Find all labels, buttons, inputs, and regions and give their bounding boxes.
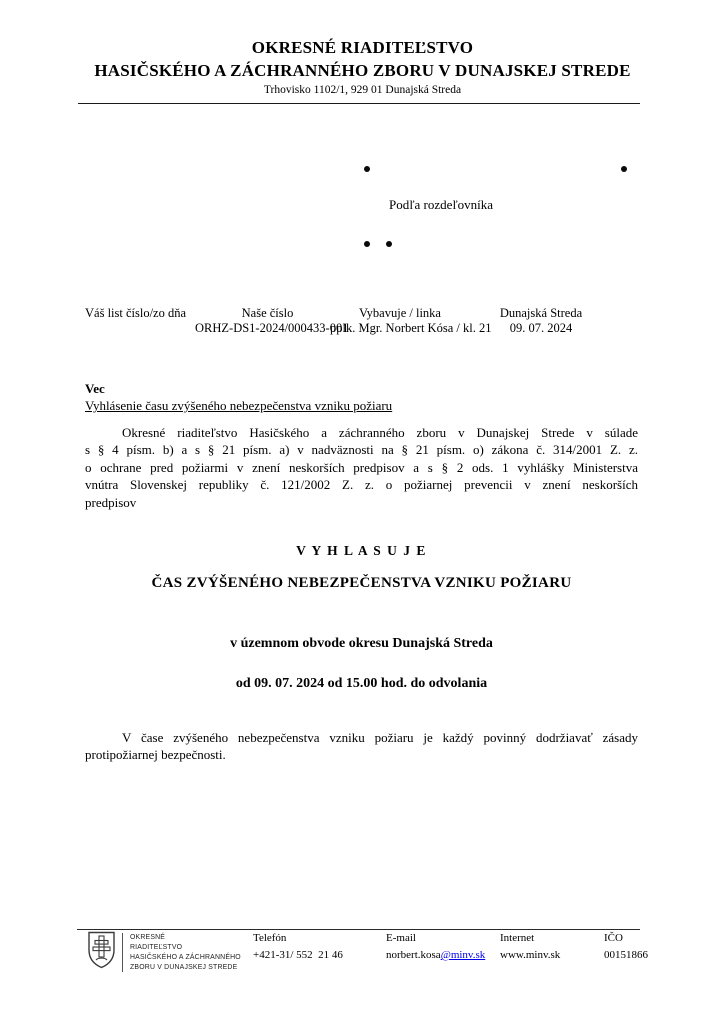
org-title-line2: HASIČSKÉHO A ZÁCHRANNÉHO ZBORU V DUNAJSKEJ STREDE <box>94 61 631 80</box>
fire-rescue-shield-logo-icon <box>87 931 116 974</box>
footer-divider <box>77 929 640 930</box>
footer-separator <box>122 933 123 972</box>
internet-label: Internet <box>500 932 535 944</box>
paragraph-line: vnútra Slovenskej republiky č. 121/2002 Z. z. o požiarnej prevencii v znení neskorších <box>85 477 638 493</box>
our-ref-label: Naše číslo <box>241 306 294 320</box>
handler-label: Vybavuje / linka <box>359 306 441 320</box>
footer-org-line: OKRESNÉ <box>130 934 166 941</box>
declaration-heading: V Y H L A S U J E <box>296 543 427 558</box>
paragraph-line: V čase zvýšeného nebezpečenstva vzniku požiaru je každý povinný dodržiavať zásady <box>122 730 638 745</box>
fold-mark-dot-top-left <box>364 166 370 172</box>
footer-org-line: RIADITEĽSTVO <box>130 944 183 951</box>
footer-org-line: ZBORU V DUNAJSKEJ STREDE <box>130 964 238 971</box>
territory-heading: v územnom obvode okresu Dunajská Streda <box>230 636 493 651</box>
email-user-text: norbert.kosa <box>386 949 441 961</box>
email-value <box>386 949 485 961</box>
place-label: Dunajská Streda <box>499 306 583 320</box>
fold-mark-dot-bottom-right <box>386 241 392 247</box>
org-address: Trhovisko 1102/1, 929 01 Dunajská Streda <box>263 84 462 96</box>
org-title-line1: OKRESNÉ RIADITEĽSTVO <box>251 38 474 57</box>
declaration-subject-heading: ČAS ZVÝŠENÉHO NEBEZPEČENSTVA VZNIKU POŽIARU <box>151 575 572 591</box>
internet-value: www.minv.sk <box>500 949 561 961</box>
phone-label: Telefón <box>253 932 287 944</box>
paragraph-line: protipožiarnej bezpečnosti. <box>85 747 226 763</box>
paragraph-line: s § 4 písm. b) a s § 21 písm. a) v nadväznosti na § 21 písm. o) zákona č. 314/2001 Z. z. <box>85 442 638 458</box>
subject-text: Vyhlásenie času zvýšeného nebezpečenstva vzniku požiaru <box>85 398 393 413</box>
paragraph-line: Okresné riaditeľstvo Hasičského a záchranného zboru v Dunajskej Strede v súlade <box>122 425 638 440</box>
paragraph-legal-basis <box>85 424 638 511</box>
letterhead <box>40 38 685 96</box>
handler-value: pplk. Mgr. Norbert Kósa / kl. 21 <box>330 321 492 335</box>
paragraph-line: o ochrane pred požiarmi v znení neskorších predpisov a s § 2 ods. 1 vyhlášky Ministerstva <box>85 459 638 475</box>
date-value: 09. 07. 2024 <box>509 321 573 335</box>
email-label: E-mail <box>386 932 416 944</box>
period-heading: od 09. 07. 2024 od 15.00 hod. do odvolania <box>235 676 488 691</box>
footer-org-name <box>130 933 241 973</box>
fold-mark-dot-bottom-left <box>364 241 370 247</box>
phone-value: +421-31/ 552 21 46 <box>253 949 343 961</box>
ico-value: 00151866 <box>604 949 648 961</box>
footer-org-line: HASIČSKÉHO A ZÁCHRANNÉHO <box>130 954 241 961</box>
recipient-line: Podľa rozdeľovníka <box>389 197 494 212</box>
paragraph-obligation <box>85 729 638 764</box>
header-divider <box>78 103 640 104</box>
email-domain-link[interactable]: @minv.sk <box>440 949 486 961</box>
your-ref-label: Váš list číslo/zo dňa <box>85 306 187 320</box>
fold-mark-dot-top-right <box>621 166 627 172</box>
paragraph-line: predpisov <box>85 494 137 510</box>
subject-label: Vec <box>85 381 105 396</box>
ico-label: IČO <box>604 932 623 944</box>
our-ref-value: ORHZ-DS1-2024/000433-001 <box>195 321 349 335</box>
